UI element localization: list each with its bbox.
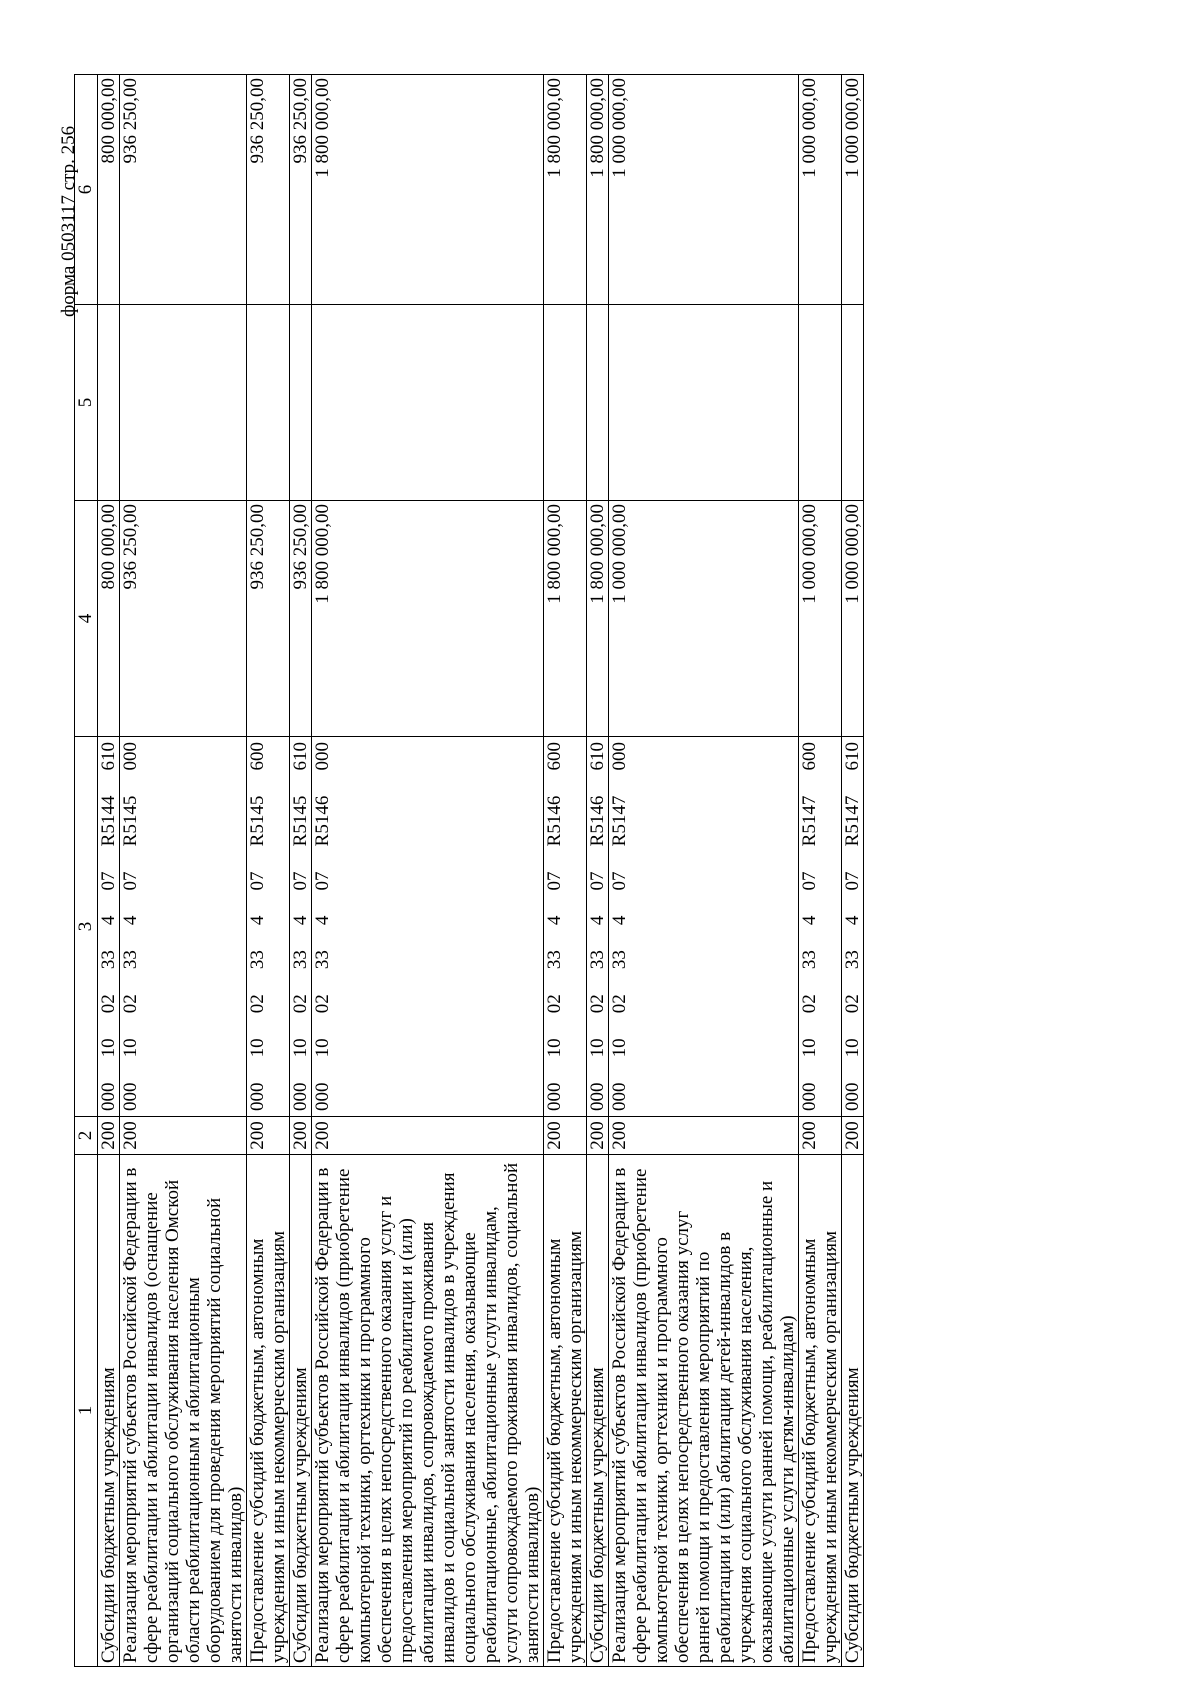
code-segment: R5146 [312,795,333,847]
code-segment: R5145 [290,795,311,847]
row-executed-amount-cell: 1 000 000,00 [799,75,842,305]
row-name-cell: Реализация мероприятий субъектов Российской Федерации в сфере реабилитации и абилитации инвалидов (приобретение компьютерной техники, оргтехники и программного обеспечения в целях непосредственного оказания услуг и предоставления мероприятий по реабилитации и (или) абилитации инвалидов, сопровождаемого проживания инвалидов и социальной занятости инвалидов в учреждения социального обслуживания населения, оказывающие реабилитационные, абилитационные услуги инвалидам, услуги сопровождаемого проживания инвалидов, социальной занятости инвалидов) [312,1155,544,1667]
code-segment: R5147 [609,795,630,847]
code-segment: 10 [98,1038,119,1058]
classification-code [544,740,565,1113]
code-segment: 33 [290,950,311,970]
code-segment: 33 [609,950,630,970]
code-segment: 000 [312,1082,333,1111]
table-row [842,75,864,1667]
row-executed-amount-cell: 1 000 000,00 [842,75,864,305]
code-segment: 000 [98,1082,119,1111]
code-segment: 4 [247,915,268,926]
code-segment: 10 [544,1038,565,1058]
classification-code [120,740,141,1113]
code-segment: 33 [842,950,863,970]
row-line-code-cell: 200 [312,1117,544,1155]
table-row [799,75,842,1667]
code-segment: 000 [312,742,333,771]
row-approved-amount-cell: 1 800 000,00 [544,501,587,737]
row-line-code-cell: 200 [587,1117,609,1155]
header-col-1: 1 [75,1155,98,1667]
code-segment: 4 [544,915,565,926]
code-segment: 610 [587,742,608,771]
classification-code [247,740,268,1113]
code-segment: 02 [120,994,141,1014]
row-col5-cell [247,305,290,501]
classification-code [609,740,630,1113]
code-segment: R5145 [120,795,141,847]
row-executed-amount-cell: 800 000,00 [98,75,120,305]
table-row [98,75,120,1667]
code-segment: 600 [799,742,820,771]
code-segment: 600 [247,742,268,771]
code-segment: 610 [98,742,119,771]
row-approved-amount-cell: 1 000 000,00 [609,501,799,737]
row-classification-code-cell [609,737,799,1117]
table-row [312,75,544,1667]
code-segment: 07 [842,871,863,891]
row-col5-cell [799,305,842,501]
code-segment: 4 [312,915,333,926]
code-segment: R5146 [544,795,565,847]
row-classification-code-cell [290,737,312,1117]
code-segment: 610 [290,742,311,771]
row-approved-amount-cell: 936 250,00 [120,501,247,737]
row-classification-code-cell [587,737,609,1117]
code-segment: 07 [312,871,333,891]
table-row [587,75,609,1667]
row-approved-amount-cell: 936 250,00 [290,501,312,737]
code-segment: 07 [799,871,820,891]
row-line-code-cell: 200 [120,1117,247,1155]
classification-code [799,740,820,1113]
row-name-cell: Субсидии бюджетным учреждениям [842,1155,864,1667]
code-segment: 000 [609,742,630,771]
row-executed-amount-cell: 1 800 000,00 [587,75,609,305]
code-segment: 4 [799,915,820,926]
code-segment: 02 [544,994,565,1014]
report-table [74,74,864,1667]
code-segment: 000 [120,742,141,771]
code-segment: R5146 [587,795,608,847]
report-table-body [75,75,864,1667]
row-line-code-cell: 200 [98,1117,120,1155]
code-segment: 600 [544,742,565,771]
code-segment: 610 [842,742,863,771]
row-col5-cell [312,305,544,501]
row-executed-amount-cell: 936 250,00 [290,75,312,305]
classification-code [842,740,863,1113]
code-segment: 000 [290,1082,311,1111]
row-col5-cell [120,305,247,501]
code-segment: 4 [842,915,863,926]
code-segment: 4 [290,915,311,926]
form-reference: форма 0503117 стр. 256 [58,125,79,317]
row-name-cell: Предоставление субсидий бюджетным, автономным учреждениям и иным некоммерческим организациям [544,1155,587,1667]
code-segment: 33 [544,950,565,970]
row-col5-cell [609,305,799,501]
code-segment: R5147 [842,795,863,847]
code-segment: 02 [312,994,333,1014]
code-segment: 02 [609,994,630,1014]
code-segment: 02 [587,994,608,1014]
row-approved-amount-cell: 1 000 000,00 [842,501,864,737]
table-row [120,75,247,1667]
row-col5-cell [587,305,609,501]
code-segment: 000 [799,1082,820,1111]
row-line-code-cell: 200 [290,1117,312,1155]
row-col5-cell [290,305,312,501]
table-row [544,75,587,1667]
code-segment: 000 [609,1082,630,1111]
code-segment: 02 [799,994,820,1014]
row-classification-code-cell [247,737,290,1117]
row-classification-code-cell [312,737,544,1117]
row-line-code-cell: 200 [799,1117,842,1155]
code-segment: 10 [120,1038,141,1058]
header-row [75,75,98,1667]
code-segment: 4 [120,915,141,926]
row-line-code-cell: 200 [247,1117,290,1155]
row-line-code-cell: 200 [544,1117,587,1155]
code-segment: 07 [587,871,608,891]
row-classification-code-cell [120,737,247,1117]
code-segment: 10 [312,1038,333,1058]
row-executed-amount-cell: 1 800 000,00 [544,75,587,305]
row-approved-amount-cell: 1 800 000,00 [587,501,609,737]
code-segment: R5144 [98,795,119,847]
classification-code [98,740,119,1113]
code-segment: 33 [247,950,268,970]
row-executed-amount-cell: 936 250,00 [247,75,290,305]
code-segment: 02 [98,994,119,1014]
code-segment: 07 [120,871,141,891]
row-name-cell: Субсидии бюджетным учреждениям [587,1155,609,1667]
code-segment: 4 [587,915,608,926]
row-name-cell: Предоставление субсидий бюджетным, автономным учреждениям и иным некоммерческим организациям [799,1155,842,1667]
row-line-code-cell: 200 [842,1117,864,1155]
row-name-cell: Реализация мероприятий субъектов Российской Федерации в сфере реабилитации и абилитации инвалидов (приобретение компьютерной техники, оргтехники и программного обеспечения в целях непосредственного оказания услуг ранней помощи и предоставления мероприятий по реабилитации и (или) абилитации детей-инвалидов в учреждения социального обслуживания населения, оказывающие услуги ранней помощи, реабилитационные и абилитационные услуги детям-инвалидам) [609,1155,799,1667]
row-approved-amount-cell: 1 800 000,00 [312,501,544,737]
code-segment: 33 [799,950,820,970]
code-segment: 4 [98,915,119,926]
row-executed-amount-cell: 1 000 000,00 [609,75,799,305]
row-approved-amount-cell: 800 000,00 [98,501,120,737]
code-segment: 000 [247,1082,268,1111]
code-segment: 07 [609,871,630,891]
classification-code [312,740,333,1113]
code-segment: 10 [247,1038,268,1058]
code-segment: 000 [587,1082,608,1111]
code-segment: 33 [587,950,608,970]
row-col5-cell [98,305,120,501]
code-segment: 07 [98,871,119,891]
code-segment: 000 [120,1082,141,1111]
header-col-6: 6 [75,75,98,305]
row-classification-code-cell [799,737,842,1117]
code-segment: 4 [609,915,630,926]
code-segment: 02 [247,994,268,1014]
code-segment: 10 [587,1038,608,1058]
header-col-4: 4 [75,501,98,737]
row-executed-amount-cell: 936 250,00 [120,75,247,305]
row-classification-code-cell [544,737,587,1117]
code-segment: 10 [799,1038,820,1058]
header-col-2: 2 [75,1117,98,1155]
row-executed-amount-cell: 1 800 000,00 [312,75,544,305]
row-name-cell: Предоставление субсидий бюджетным, автономным учреждениям и иным некоммерческим организациям [247,1155,290,1667]
row-classification-code-cell [842,737,864,1117]
table-row [609,75,799,1667]
code-segment: 07 [290,871,311,891]
row-line-code-cell: 200 [609,1117,799,1155]
row-name-cell: Субсидии бюджетным учреждениям [290,1155,312,1667]
header-col-5: 5 [75,305,98,501]
row-name-cell: Субсидии бюджетным учреждениям [98,1155,120,1667]
classification-code [587,740,608,1113]
table-row [290,75,312,1667]
row-approved-amount-cell: 1 000 000,00 [799,501,842,737]
code-segment: 10 [290,1038,311,1058]
code-segment: 07 [544,871,565,891]
code-segment: 33 [120,950,141,970]
code-segment: 10 [609,1038,630,1058]
table-row [247,75,290,1667]
code-segment: 02 [842,994,863,1014]
row-col5-cell [842,305,864,501]
code-segment: 07 [247,871,268,891]
classification-code [290,740,311,1113]
code-segment: R5147 [799,795,820,847]
row-name-cell: Реализация мероприятий субъектов Российской Федерации в сфере реабилитации и абилитации инвалидов (оснащение организаций социального обслуживания населения Омской области реабилитационным и абилитационным оборудованием для проведения мероприятий социальной занятости инвалидов) [120,1155,247,1667]
row-classification-code-cell [98,737,120,1117]
row-approved-amount-cell: 936 250,00 [247,501,290,737]
code-segment: 33 [98,950,119,970]
code-segment: 10 [842,1038,863,1058]
code-segment: 33 [312,950,333,970]
code-segment: 000 [544,1082,565,1111]
code-segment: 000 [842,1082,863,1111]
header-col-3: 3 [75,737,98,1117]
code-segment: R5145 [247,795,268,847]
row-col5-cell [544,305,587,501]
code-segment: 02 [290,994,311,1014]
